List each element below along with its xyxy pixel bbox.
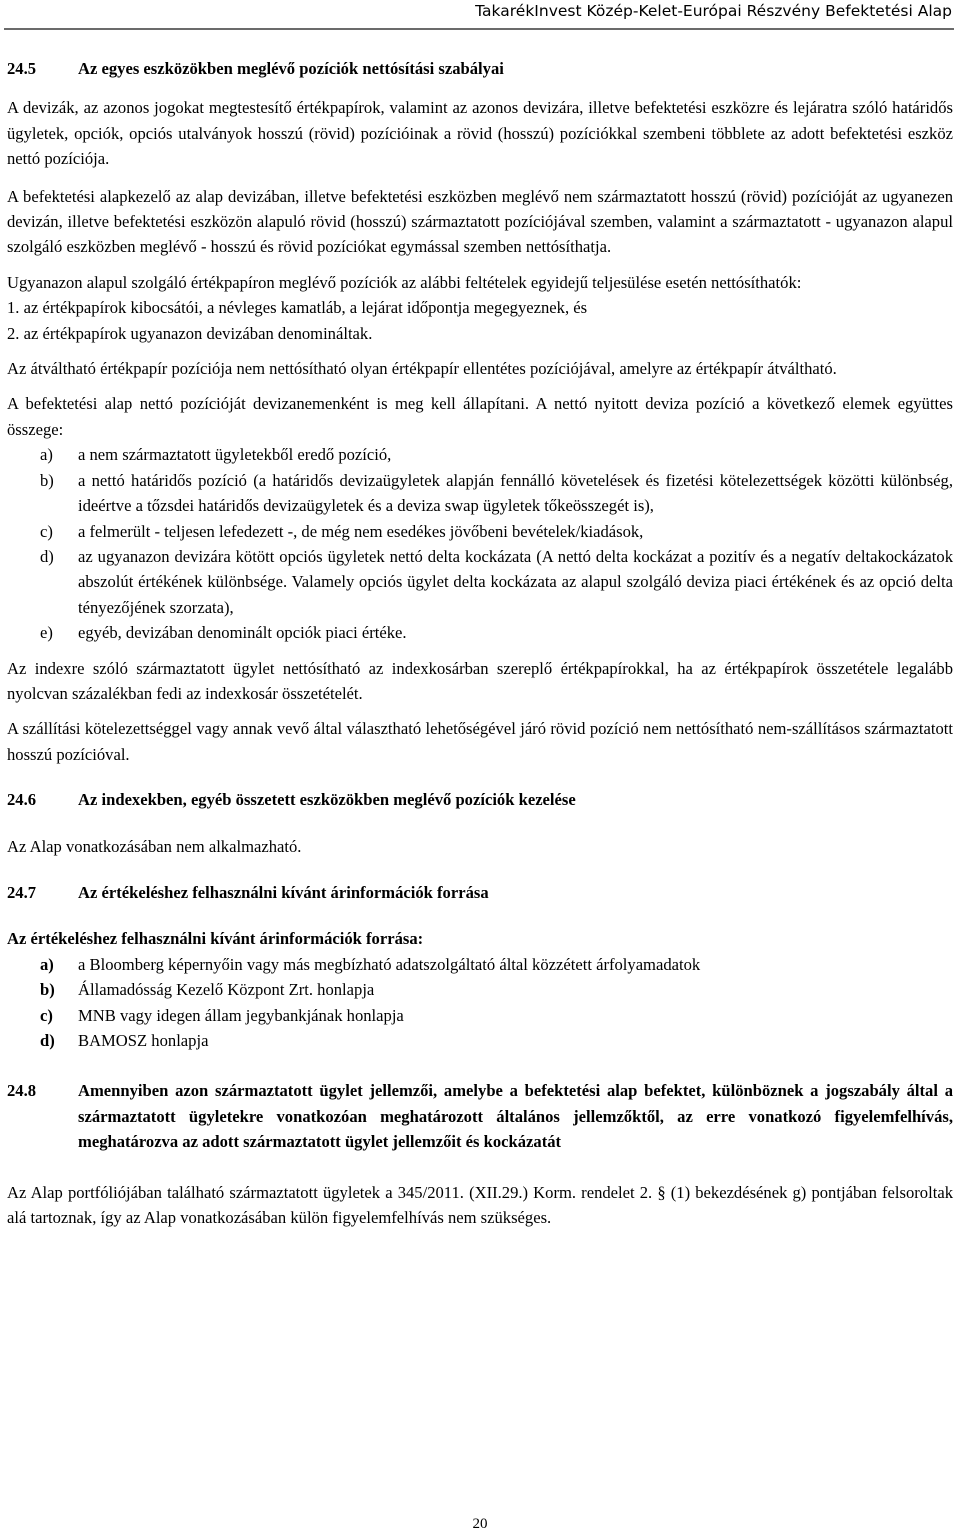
paragraph: Az átváltható értékpapír pozíciója nem nettósítható olyan értékpapír ellentétes pozíciójával, amelyre az értékpapír átváltható. [7,359,837,379]
list-item: b) Államadósság Kezelő Központ Zrt. honlapja [40,980,375,1000]
list-item: d) BAMOSZ honlapja [40,1031,209,1050]
section-heading-24-6 [7,787,953,812]
paragraph: Ugyanazon alapul szolgáló értékpapíron meglévő pozíciók az alábbi feltételek egyidejű teljesülése esetén nettósíthatók: [7,272,802,292]
header-rule [4,28,954,30]
paragraph: A befektetési alap nettó pozícióját devizanemenként is meg kell állapítani. A nettó nyitott deviza pozíció a következő elemek együttes összege: [7,394,953,439]
section-heading-24-5 [7,56,953,81]
deviza-components-list [7,442,953,645]
list-item: a) a Bloomberg képernyőin vagy más megbízható adatszolgáltató által közzétett árfolyamadatok [40,954,701,974]
list-item: d) az ugyanazon devizára kötött opciós ügyletek nettó delta kockázata (A nettó delta kockázat a pozitív és a negatív deltakockázatok abszolút értékének különbsége. Valamely opciós ügylet delta kockázata az alapul szolgáló deviza piaci értékének és az opció delta tényezőjének szorzata), [40,546,953,617]
section-number: 24.8 [7,1081,37,1101]
page-number: 20 [472,1516,488,1532]
section-heading-24-8 [7,1078,953,1154]
list-item: c) a felmerült - teljesen lefedezett -, de még nem esedékes jövőbeni bevételek/kiadások, [40,521,644,541]
numbered-item: 1. az értékpapírok kibocsátói, a névleges kamatláb, a lejárat időpontja megegyeznek, és [7,298,588,318]
section-heading-24-7 [7,880,953,905]
list-item: b) a nettó határidős pozíció (a határidős devizaügyletek alapján fennálló követelések és fizetési kötelezettségek közötti különbség, ideértve a tőzsdei határidős devizaügyletek és a deviza swap ügyletek tőkeösszegét is), [40,470,953,516]
numbered-item: 2. az értékpapírok ugyanazon devizában denomináltak. [7,323,373,343]
section-title: Amennyiben azon származtatott ügylet jellemzői, amelybe a befektetési alap befektet, különböznek a jogszabály által a származtatott ügyletekre vonatkozóan meghatározott általános jellemzőktől, az erre vonatkozó figyelemfelhívás, meghatározva az adott származtatott ügylet jellemzőit és kockázatát [78,1081,953,1152]
list-item: c) MNB vagy idegen állam jegybankjának honlapja [40,1005,404,1025]
list-item: e) egyéb, devizában denominált opciók piaci értéke. [40,623,407,643]
subheading: Az értékeléshez felhasználni kívánt árinformációk forrása: [7,929,424,949]
paragraph: Az indexre szóló származtatott ügylet nettósítható az indexkosárban szereplő értékpapírokkal, ha az értékpapírok összetétele legalább nyolcvan százalékban fedi az indexkosár összetételét. [7,658,953,703]
paragraph: Az Alap vonatkozásában nem alkalmazható. [7,836,302,856]
section-title: Az értékeléshez felhasználni kívánt árinformációk forrása [78,882,489,902]
running-header: TakarékInvest Közép-Kelet-Európai Részvény Befektetési Alap [475,2,952,20]
section-number: 24.7 [7,882,37,902]
section-number: 24.6 [7,790,37,810]
paragraph: A szállítási kötelezettséggel vagy annak vevő által választható lehetőségével járó rövid pozíció nem nettósítható nem-szállításos származtatott hosszú pozícióval. [7,719,953,764]
paragraph: A befektetési alapkezelő az alap devizában, illetve befektetési eszközben meglévő nem származtatott hosszú (rövid) pozícióját az ugyanezen devizán, illetve befektetési eszközön alapuló rövid (hosszú) származtatott pozíciójával szemben, valamint a származtatott - ugyanazon alapul szolgáló eszközben meglévő - hosszú és rövid pozíciókat egymással szemben nettósíthatja. [7,186,953,257]
page-content [7,56,953,1230]
price-source-list [7,952,953,1054]
paragraph: A devizák, az azonos jogokat megtestesítő értékpapírok, valamint az azonos devizára, illetve befektetési eszközre és lejáratra szóló határidős ügyletek, opciók, opciós utalványok hosszú (rövid) pozícióinak a rövid (hosszú) pozíciókkal szembeni többlete az adott befektetési eszköz nettó pozíciója. [7,98,953,169]
section-number: 24.5 [7,59,37,78]
list-item: a) a nem származtatott ügyletekből eredő pozíció, [40,445,392,465]
section-title: Az egyes eszközökben meglévő pozíciók nettósítási szabályai [78,59,504,78]
paragraph: Az Alap portfóliójában található származtatott ügyletek a 345/2011. (XII.29.) Korm. rendelet 2. § (1) bekezdésének g) pontjában felsoroltak alá tartoznak, így az Alap vonatkozásában külön figyelemfelhívás nem szükséges. [7,1182,953,1228]
section-title: Az indexekben, egyéb összetett eszközökben meglévő pozíciók kezelése [78,790,576,810]
